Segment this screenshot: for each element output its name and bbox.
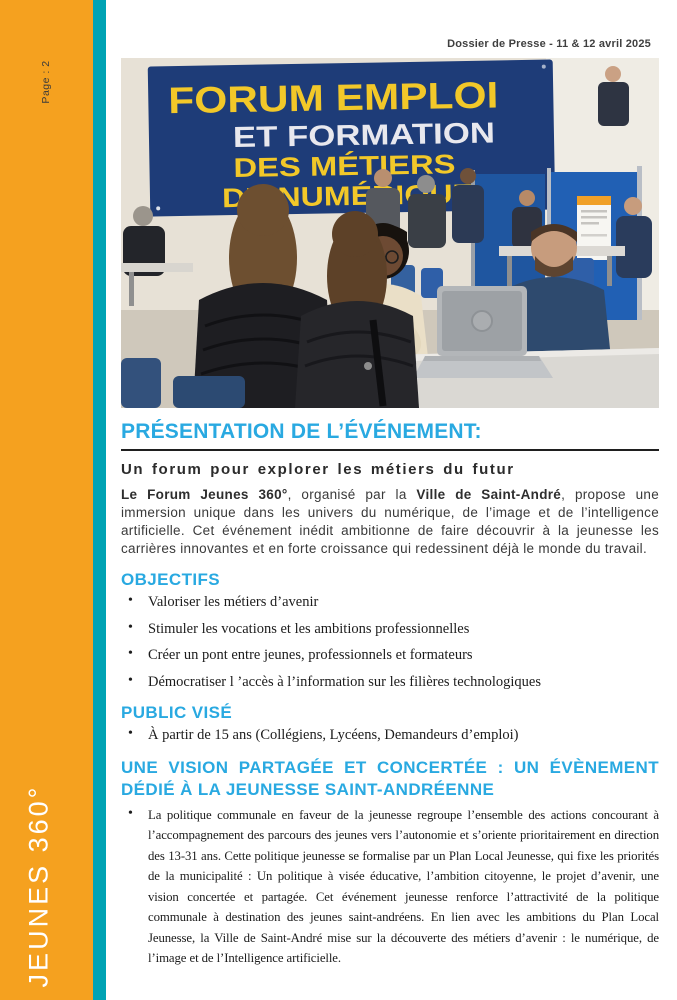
objectifs-heading: OBJECTIFS <box>121 570 221 589</box>
banner-line-2: ET FORMATION <box>232 118 452 155</box>
vision-heading: UNE VISION PARTAGÉE ET CONCERTÉE : UN ÉVÈNEMENT DÉDIÉ À LA JEUNESSE SAINT-ANDRÉENNE <box>121 757 659 799</box>
document-header: Dossier de Presse - 11 & 12 avril 2025 <box>447 38 651 50</box>
page-number-label: Page : 2 <box>40 60 52 104</box>
vision-list <box>121 805 659 969</box>
list-item: • La politique communale en faveur de la jeunesse regroupe l’ensemble des actions concourant à l’accompagnement des parcours des jeunes vers l’autonomie et s’oriente prioritairement en direction des 13-31 ans. Cette politique jeunesse se formalise par un Plan Local Jeunesse, qui fixe les priorités de la municipalité : Un politique à visée éducative, l’ambition citoyenne, le projet d’avenir, une vision concertée et partagée. Cet événement jeunesse renforce l’attractivité de la politique communale à destination des jeunes saint-andréens. En lien avec les ambitions du Plan Local Jeunesse, la Ville de Saint-André mise sur la découverte des métiers d’avenir : le numérique, de l’image et de l’Intelligence artificielle. <box>121 805 659 969</box>
list-item: • Démocratiser l ’accès à l’information sur les filières technologiques <box>121 674 659 691</box>
intro-bold-forum: Le Forum Jeunes 360° <box>121 487 288 502</box>
brand-vertical-text: JEUNES 360° <box>23 784 54 988</box>
intro-text-1: , organisé par la <box>287 487 417 502</box>
public-vise-list <box>121 727 659 744</box>
banner-line-4: DU NUMÉRIQUE <box>221 179 434 214</box>
banner-line-3: DES MÉTIERS <box>233 149 417 184</box>
intro-text-2: , propose une immersion unique dans les univers du numérique, de l’image et de l’intelligence artificielle. Cet événement inédit ambitionne de faire découvrir à la jeunesse les carrières innovantes et en forte croissance qui redessinent déjà le monde du travail. <box>121 487 660 556</box>
public-vise-heading: PUBLIC VISÉ <box>121 702 233 722</box>
objectifs-list <box>121 594 659 691</box>
list-item: • Valoriser les métiers d’avenir <box>121 594 659 611</box>
title-divider <box>121 449 659 451</box>
list-item: • Créer un pont entre jeunes, professionnels et formateurs <box>121 647 659 664</box>
presentation-subtitle: Un forum pour explorer les métiers du futur <box>121 461 515 478</box>
sidebar-teal-stripe <box>93 0 106 1000</box>
page-content <box>121 0 659 969</box>
list-item: • Stimuler les vocations et les ambitions professionnelles <box>121 621 659 638</box>
presentation-intro <box>121 486 659 558</box>
banner-line-1: FORUM EMPLOI <box>167 75 457 122</box>
list-item: • À partir de 15 ans (Collégiens, Lycéens, Demandeurs d’emploi) <box>121 727 659 744</box>
intro-bold-ville: Ville de Saint-André <box>416 487 562 502</box>
event-photo <box>121 58 659 408</box>
presentation-title: PRÉSENTATION DE L’ÉVÉNEMENT: <box>121 420 482 443</box>
